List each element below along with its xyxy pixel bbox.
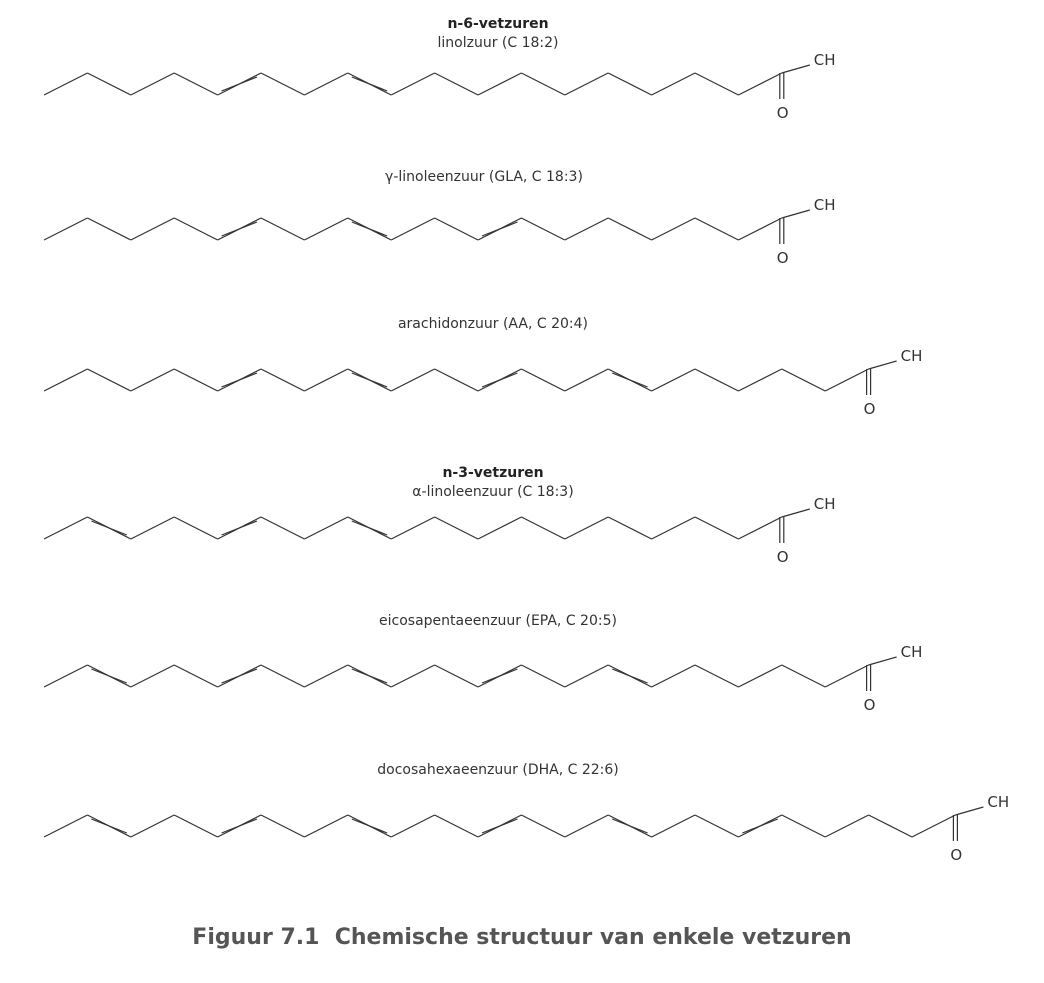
single-bond (782, 369, 825, 391)
oxygen-atom-label: O (776, 104, 789, 122)
structure-dha (44, 793, 1009, 864)
structure-gla (44, 196, 836, 267)
single-bond (304, 73, 347, 95)
double-bond-line (742, 819, 777, 833)
acid-label-dha: docosahexaeenzuur (DHA, C 22:6) (377, 762, 619, 778)
single-bond (565, 73, 608, 95)
single-bond (565, 815, 608, 837)
single-bond (304, 665, 347, 687)
oxygen-atom-label: O (863, 696, 876, 714)
double-bond-line (352, 521, 387, 535)
double-bond-line (352, 77, 387, 91)
double-bond-line (222, 521, 257, 535)
structure-epa (44, 643, 922, 714)
single-bond (87, 73, 130, 95)
single-bond (652, 815, 695, 837)
single-bond (782, 815, 825, 837)
single-bond (435, 517, 478, 539)
double-bond-line (612, 373, 647, 387)
single-bond (435, 815, 478, 837)
structure-alpha-linolenic-acid (44, 495, 836, 566)
single-bond (912, 815, 955, 837)
single-bond (652, 665, 695, 687)
single-bond (44, 73, 87, 95)
double-bond-line (91, 521, 126, 535)
single-bond (521, 218, 564, 240)
single-bond (825, 665, 868, 687)
double-bond-line (91, 669, 126, 683)
single-bond (565, 218, 608, 240)
single-bond (695, 815, 738, 837)
single-bond (435, 73, 478, 95)
single-bond (738, 665, 781, 687)
double-bond-line (222, 819, 257, 833)
single-bond (695, 665, 738, 687)
single-bond (174, 665, 217, 687)
bond-to-ch (869, 361, 897, 369)
single-bond (869, 815, 912, 837)
single-bond (304, 369, 347, 391)
single-bond (738, 517, 781, 539)
single-bond (825, 369, 868, 391)
double-bond-line (222, 373, 257, 387)
single-bond (652, 517, 695, 539)
bond-to-ch (782, 210, 810, 218)
single-bond (478, 517, 521, 539)
double-bond-line (352, 819, 387, 833)
double-bond-line (482, 373, 517, 387)
structure-arachidonic-acid (44, 347, 922, 418)
single-bond (391, 218, 434, 240)
single-bond (131, 517, 174, 539)
single-bond (131, 815, 174, 837)
double-bond-line (91, 819, 126, 833)
single-bond (131, 73, 174, 95)
double-bond-line (222, 222, 257, 236)
single-bond (565, 369, 608, 391)
single-bond (87, 369, 130, 391)
single-bond (435, 218, 478, 240)
single-bond (521, 73, 564, 95)
acid-label-arachidonic: arachidonzuur (AA, C 20:4) (397, 316, 589, 332)
single-bond (565, 665, 608, 687)
single-bond (131, 369, 174, 391)
single-bond (391, 369, 434, 391)
single-bond (521, 815, 564, 837)
single-bond (608, 517, 651, 539)
single-bond (608, 218, 651, 240)
single-bond (521, 517, 564, 539)
single-bond (44, 517, 87, 539)
single-bond (521, 369, 564, 391)
single-bond (261, 665, 304, 687)
ch-atom-label: CH (900, 643, 923, 661)
bond-to-ch (782, 509, 810, 517)
double-bond-line (352, 373, 387, 387)
bond-to-ch (955, 807, 983, 815)
single-bond (608, 73, 651, 95)
single-bond (131, 665, 174, 687)
single-bond (695, 218, 738, 240)
single-bond (391, 815, 434, 837)
oxygen-atom-label: O (776, 249, 789, 267)
structure-linoleic-acid (44, 51, 836, 122)
single-bond (44, 218, 87, 240)
single-bond (652, 73, 695, 95)
single-bond (261, 517, 304, 539)
ch-atom-label: CH (813, 495, 836, 513)
bond-to-ch (869, 657, 897, 665)
oxygen-atom-label: O (776, 548, 789, 566)
acid-label-alpha-linolenic: α-linoleenzuur (C 18:3) (412, 484, 574, 500)
single-bond (565, 517, 608, 539)
single-bond (391, 665, 434, 687)
single-bond (738, 73, 781, 95)
double-bond-line (352, 669, 387, 683)
figure-caption: Figuur 7.1 Chemische structuur van enkele vetzuren (192, 925, 852, 950)
single-bond (695, 517, 738, 539)
single-bond (652, 218, 695, 240)
single-bond (695, 73, 738, 95)
double-bond-line (612, 669, 647, 683)
single-bond (738, 218, 781, 240)
single-bond (391, 517, 434, 539)
single-bond (391, 73, 434, 95)
single-bond (261, 73, 304, 95)
single-bond (131, 218, 174, 240)
double-bond-line (222, 669, 257, 683)
single-bond (261, 218, 304, 240)
single-bond (782, 665, 825, 687)
double-bond-line (352, 222, 387, 236)
double-bond-line (222, 77, 257, 91)
single-bond (174, 815, 217, 837)
double-bond-line (482, 819, 517, 833)
bond-to-ch (782, 65, 810, 73)
single-bond (304, 218, 347, 240)
single-bond (174, 73, 217, 95)
single-bond (652, 369, 695, 391)
single-bond (261, 369, 304, 391)
single-bond (435, 665, 478, 687)
ch-atom-label: CH (813, 196, 836, 214)
single-bond (174, 369, 217, 391)
single-bond (44, 665, 87, 687)
single-bond (44, 815, 87, 837)
single-bond (44, 369, 87, 391)
single-bond (738, 369, 781, 391)
single-bond (261, 815, 304, 837)
group-title-n3: n-3-vetzuren (442, 465, 544, 481)
acid-label-gla: γ-linoleenzuur (GLA, C 18:3) (385, 169, 583, 185)
double-bond-line (612, 819, 647, 833)
oxygen-atom-label: O (950, 846, 963, 864)
single-bond (521, 665, 564, 687)
acid-label-epa: eicosapentaeenzuur (EPA, C 20:5) (379, 613, 617, 629)
group-title-n6: n-6-vetzuren (447, 16, 549, 32)
single-bond (478, 73, 521, 95)
single-bond (174, 218, 217, 240)
oxygen-atom-label: O (863, 400, 876, 418)
double-bond-line (482, 669, 517, 683)
single-bond (435, 369, 478, 391)
single-bond (304, 815, 347, 837)
single-bond (174, 517, 217, 539)
acid-label-linoleic: linolzuur (C 18:2) (437, 35, 559, 51)
double-bond-line (482, 222, 517, 236)
single-bond (825, 815, 868, 837)
ch-atom-label: CH (987, 793, 1010, 811)
single-bond (304, 517, 347, 539)
single-bond (87, 218, 130, 240)
ch-atom-label: CH (813, 51, 836, 69)
single-bond (695, 369, 738, 391)
ch-atom-label: CH (900, 347, 923, 365)
